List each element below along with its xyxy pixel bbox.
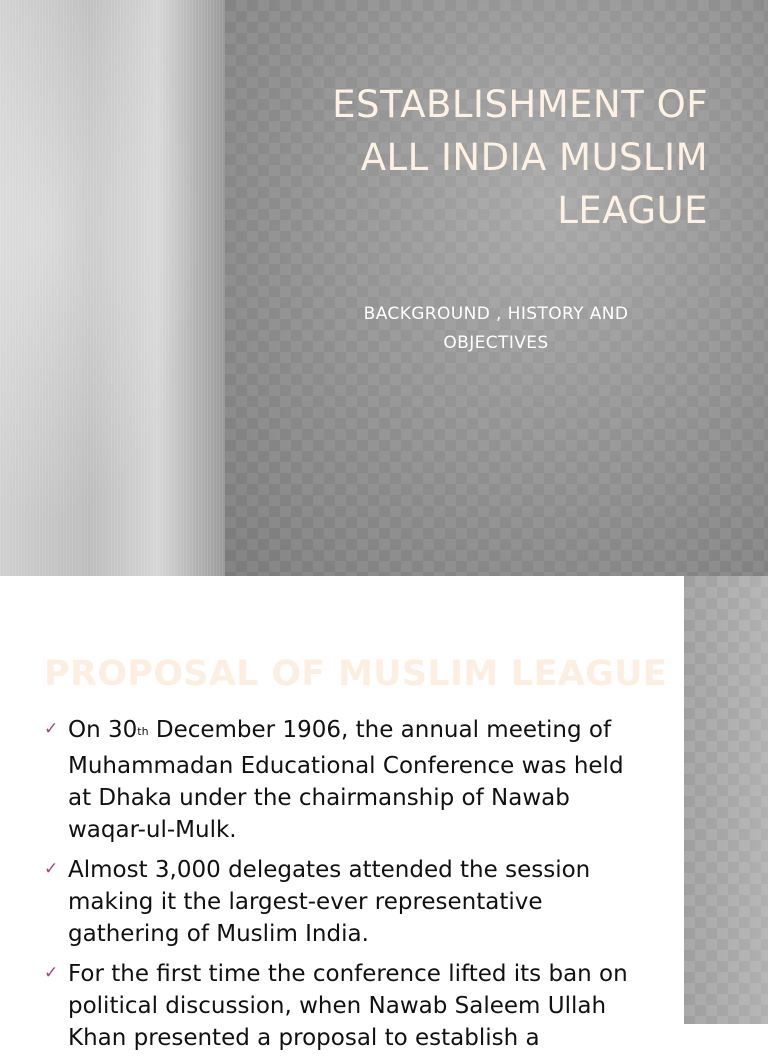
slide-subtitle (325, 300, 667, 358)
bullet-text-rest: December 1906, the annual meeting of Muhammadan Educational Conference was held at Dhaka under the chairmanship of Nawab waqar-ul-Mulk. (68, 717, 624, 843)
slide-subtitle-line: OBJECTIVES (443, 333, 549, 353)
left-gradient-panel (0, 0, 225, 576)
list-item (44, 854, 644, 950)
slide-subtitle-line: BACKGROUND , HISTORY AND (363, 304, 629, 324)
content-slide (0, 576, 768, 1051)
bullet-text-lead: On 30 (68, 717, 138, 743)
slide-title (238, 78, 708, 237)
checkmark-icon: ✓ (44, 719, 59, 739)
checkmark-icon: ✓ (44, 859, 59, 879)
slide-heading: PROPOSAL OF MUSLIM LEAGUE (44, 654, 668, 694)
right-pattern-strip (684, 576, 768, 1024)
bullet-list (44, 714, 644, 1062)
list-item (44, 958, 644, 1054)
checkmark-icon: ✓ (44, 963, 59, 983)
bullet-text: Almost 3,000 delegates attended the session making it the largest-ever representative gathering of Muslim India. (68, 857, 591, 947)
list-item (44, 714, 644, 846)
bullet-text: For the first time the conference lifted its ban on political discussion, when Nawab Saleem Ullah Khan presented a proposal to establish a (68, 961, 628, 1051)
slide-title-line: LEAGUE (557, 189, 708, 232)
ordinal-suffix: th (137, 725, 149, 738)
slide-title-line: ESTABLISHMENT OF (332, 83, 708, 126)
slide-title-line: ALL INDIA MUSLIM (360, 136, 708, 179)
